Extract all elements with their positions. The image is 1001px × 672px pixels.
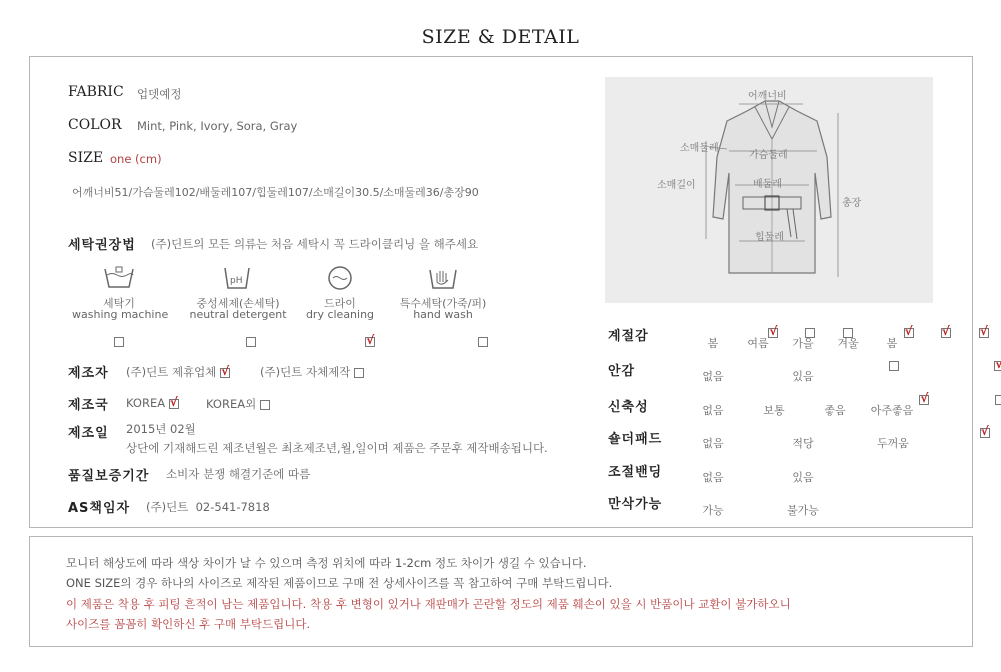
- detail-panel: [29, 56, 973, 528]
- date-note: 상단에 기재해드린 제조년월은 최초제조년,월,일이며 제품은 주문후 제작배송됩니다.: [126, 441, 548, 455]
- adjust-opt-2: 있음: [792, 471, 814, 484]
- warranty-value: 소비자 분쟁 해결기준에 따름: [166, 467, 311, 481]
- lining-checkbox-1[interactable]: [889, 361, 899, 371]
- diagram-sleeve-round: 소매둘레: [680, 143, 719, 154]
- stretch-checkbox-1[interactable]: [919, 395, 929, 405]
- season-opt-4: 겨울: [837, 337, 859, 350]
- maternity-opt-2: 불가능: [787, 504, 819, 517]
- adjust-label: 조절밴딩: [608, 465, 663, 480]
- fabric-label: FABRIC: [68, 84, 124, 100]
- shoulder-pad-label: 숄더패드: [608, 432, 663, 447]
- color-label: COLOR: [68, 117, 122, 133]
- maternity-label: 만삭가능: [608, 497, 663, 512]
- season-label: 계절감: [608, 329, 649, 344]
- manufacturer-opt1-checkbox[interactable]: [220, 368, 230, 378]
- notice-line-2: ONE SIZE의 경우 하나의 사이즈로 제작된 제품이므로 구매 전 상세사이즈를 꼭 참고하여 구매 부탁드립니다.: [66, 576, 613, 590]
- shoulder-pad-opt-3: 두꺼움: [877, 437, 909, 450]
- diagram-waist: 배둘레: [753, 179, 782, 190]
- lining-checkbox-2[interactable]: [994, 361, 1001, 371]
- as-label: AS책임자: [68, 501, 131, 516]
- measurements-text: 어깨너비51/가슴둘레102/배둘레107/힙둘레107/소매길이30.5/소매둘레36/총장90: [72, 186, 479, 199]
- care-washing-ko: 세탁기: [103, 297, 135, 310]
- diagram-length: 총장: [842, 198, 862, 209]
- coat-illustration: [605, 77, 933, 303]
- adjust-opt-1: 없음: [702, 471, 724, 484]
- manufacturer-opt2: (주)딘트 자체제작: [260, 364, 364, 380]
- stretch-opt-1: 없음: [702, 404, 724, 417]
- notice-panel: [29, 536, 973, 647]
- stretch-checkbox-2[interactable]: [995, 395, 1001, 405]
- season-checkbox-5[interactable]: [941, 328, 951, 338]
- care-detergent-checkbox[interactable]: [246, 337, 256, 347]
- color-value: Mint, Pink, Ivory, Sora, Gray: [137, 119, 298, 133]
- washing-label: 세탁권장법: [68, 238, 136, 253]
- stretch-label: 신축성: [608, 400, 649, 415]
- diagram-sleeve-length: 소매길이: [657, 180, 696, 191]
- warranty-label: 품질보증기간: [68, 469, 150, 484]
- country-opt2-checkbox[interactable]: [260, 400, 270, 410]
- country-label: 제조국: [68, 398, 109, 413]
- season-opt-1: 봄: [707, 337, 719, 350]
- as-value: (주)딘트 02-541-7818: [146, 500, 270, 514]
- care-dry-ko: 드라이: [324, 297, 356, 310]
- manufacturer-opt1: (주)딘트 제휴업체 √: [126, 364, 230, 380]
- care-detergent-en: neutral detergent: [189, 308, 287, 321]
- notice-line-4: 사이즈를 꼼꼼히 확인하신 후 구매 부탁드립니다.: [66, 617, 311, 631]
- date-label: 제조일: [68, 426, 109, 441]
- care-hand-en: hand wash: [413, 308, 473, 321]
- washing-machine-icon: [102, 265, 136, 295]
- manufacturer-label: 제조자: [68, 366, 109, 381]
- date-value: 2015년 02월: [126, 422, 196, 436]
- care-detergent-ko: 중성세제(손세탁): [196, 297, 280, 310]
- care-washing-checkbox[interactable]: [114, 337, 124, 347]
- care-washing-en: washing machine: [72, 308, 169, 321]
- season-checkbox-6[interactable]: [979, 328, 989, 338]
- country-opt1: KOREA √: [126, 396, 179, 410]
- country-opt2: KOREA외: [206, 396, 270, 412]
- diagram-hip: 힙둘레: [755, 232, 784, 243]
- svg-text:pH: pH: [230, 276, 243, 286]
- manufacturer-opt2-checkbox[interactable]: [354, 368, 364, 378]
- garment-diagram: [605, 77, 933, 303]
- lining-opt-2: 있음: [792, 370, 814, 383]
- hand-wash-icon: [426, 265, 460, 295]
- diagram-shoulder: 어깨너비: [748, 91, 787, 102]
- country-opt1-checkbox[interactable]: [169, 399, 179, 409]
- care-hand-checkbox[interactable]: [478, 337, 488, 347]
- season-opt-3: 가을: [792, 337, 814, 350]
- dry-cleaning-icon: [323, 265, 357, 295]
- stretch-opt-2: 보통: [763, 404, 785, 417]
- lining-label: 안감: [608, 364, 636, 379]
- washing-note: (주)딘트의 모든 의류는 처음 세탁시 꼭 드라이클리닝 을 해주세요: [151, 237, 479, 251]
- maternity-opt-1: 가능: [702, 504, 724, 517]
- size-label: SIZE: [68, 150, 104, 166]
- notice-line-3: 이 제품은 착용 후 피팅 흔적이 남는 제품입니다. 착용 후 변형이 있거나 재판매가 곤란할 정도의 제품 훼손이 있을 시 반품이나 교환이 불가하오니: [66, 597, 791, 611]
- season-opt-5: 봄: [886, 337, 898, 350]
- shoulder-pad-opt-1: 없음: [702, 437, 724, 450]
- shoulder-pad-opt-2: 적당: [792, 437, 814, 450]
- care-dry-checkbox[interactable]: [365, 337, 375, 347]
- fabric-value: 업뎃예정: [137, 87, 182, 101]
- diagram-chest: 가슴둘레: [749, 150, 788, 161]
- care-dry-en: dry cleaning: [305, 308, 375, 321]
- notice-line-1: 모니터 해상도에 따라 색상 차이가 날 수 있으며 측정 위치에 따라 1-2cm 정도 차이가 생길 수 있습니다.: [66, 556, 587, 570]
- neutral-detergent-icon: [220, 265, 254, 295]
- stretch-opt-4: 아주좋음: [870, 404, 914, 417]
- stretch-opt-3: 좋음: [824, 404, 846, 417]
- size-value: one (cm): [110, 152, 162, 166]
- shoulder-pad-checkbox-1[interactable]: [980, 428, 990, 438]
- lining-opt-1: 없음: [702, 370, 724, 383]
- season-opt-2: 여름: [747, 337, 769, 350]
- page-title: SIZE & DETAIL: [421, 26, 580, 48]
- care-hand-ko: 특수세탁(가죽/퍼): [399, 297, 487, 310]
